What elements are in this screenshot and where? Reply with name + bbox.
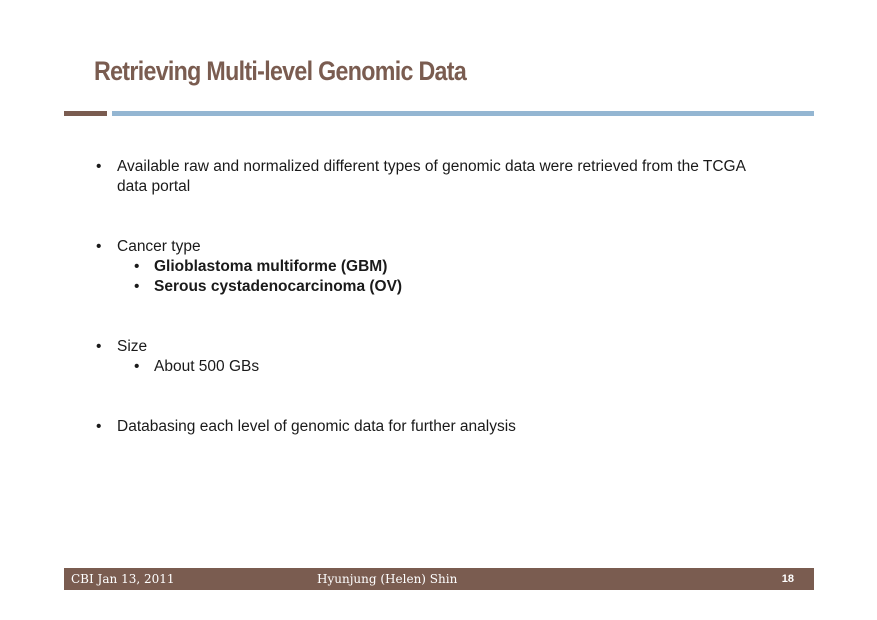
footer-author: Hyunjung (Helen) Shin <box>317 572 458 586</box>
bullet-dot: • <box>134 358 140 375</box>
bullet-text: Size <box>117 338 148 355</box>
slide-title: Retrieving Multi-level Genomic Data <box>94 56 467 86</box>
sub-bullet-text: Glioblastoma multiforme (GBM) <box>154 258 388 275</box>
bullet-text: Databasing each level of genomic data for further analysis <box>117 418 516 435</box>
bullet-dot: • <box>96 158 102 175</box>
slide-footer <box>64 568 814 590</box>
bullet-dot: • <box>96 238 102 255</box>
footer-page-number: 18 <box>781 573 794 585</box>
bullet-text: Cancer type <box>117 238 201 255</box>
bullet-dot: • <box>96 338 102 355</box>
bullet-text: Available raw and normalized different types of genomic data were retrieved from the TCGA data portal <box>117 158 746 195</box>
bullet-dot: • <box>96 418 102 435</box>
sub-bullet-text: About 500 GBs <box>154 358 260 375</box>
sub-bullet-text: Serous cystadenocarcinoma (OV) <box>154 278 403 295</box>
title-rule-bar <box>112 111 814 116</box>
footer-event-date: CBI Jan 13, 2011 <box>71 572 175 586</box>
title-accent-bar <box>64 111 107 116</box>
bullet-dot: • <box>134 258 140 275</box>
bullet-dot: • <box>134 278 140 295</box>
